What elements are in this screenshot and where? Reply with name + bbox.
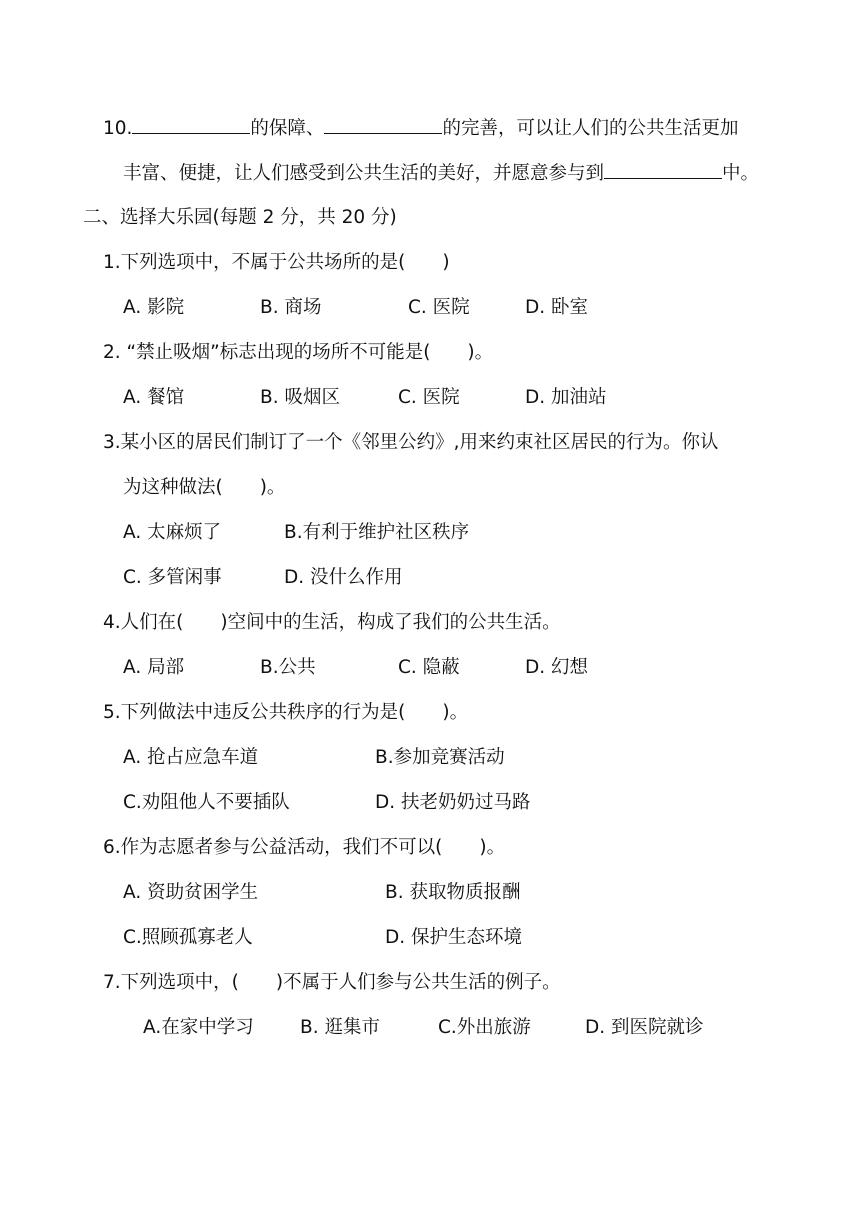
option-b[interactable]: B.有利于维护社区秩序	[284, 522, 470, 543]
option-c[interactable]: C.照顾孤寡老人	[123, 927, 253, 948]
option-a[interactable]: A. 抢占应急车道	[123, 747, 259, 768]
question-stem: 2. “禁止吸烟”标志出现的场所不可能是( )。	[103, 342, 494, 363]
question-stem: 5.下列做法中违反公共秩序的行为是( )。	[103, 702, 469, 723]
question-stem: 7.下列选项中，( )不属于人们参与公共生活的例子。	[103, 972, 561, 993]
q10-blank-1[interactable]	[132, 115, 250, 134]
q10-blank-3[interactable]	[604, 160, 722, 179]
option-c[interactable]: C. 隐蔽	[398, 657, 460, 678]
q10-blank-2[interactable]	[324, 115, 442, 134]
q10-line-1	[103, 115, 738, 142]
option-b[interactable]: B. 商场	[260, 297, 322, 318]
option-a[interactable]: A.在家中学习	[143, 1017, 254, 1038]
question-stem-continued: 为这种做法( )。	[123, 477, 286, 498]
question-stem: 4.人们在( )空间中的生活，构成了我们的公共生活。	[103, 612, 561, 633]
question-stem: 6.作为志愿者参与公益活动，我们不可以( )。	[103, 837, 506, 858]
q10-line-2	[123, 160, 759, 187]
option-d[interactable]: D. 到医院就诊	[585, 1017, 704, 1038]
option-a[interactable]: A. 影院	[123, 297, 185, 318]
question-stem: 1.下列选项中，不属于公共场所的是( )	[103, 252, 450, 273]
option-b[interactable]: B. 吸烟区	[260, 387, 340, 408]
option-c[interactable]: C. 医院	[398, 387, 460, 408]
q10-text-4: 中。	[722, 163, 760, 184]
option-d[interactable]: D. 卧室	[525, 297, 589, 318]
section-title: 二、选择大乐园(每题 2 分，共 20 分)	[83, 207, 397, 228]
option-d[interactable]: D. 没什么作用	[284, 567, 403, 588]
option-a[interactable]: A. 资助贫困学生	[123, 882, 259, 903]
option-c[interactable]: C. 医院	[408, 297, 470, 318]
option-a[interactable]: A. 局部	[123, 657, 185, 678]
q10-number: 10.	[103, 118, 133, 139]
question-stem: 3.某小区的居民们制订了一个《邻里公约》,用来约束社区居民的行为。你认	[103, 432, 719, 453]
option-d[interactable]: D. 幻想	[525, 657, 589, 678]
option-d[interactable]: D. 加油站	[525, 387, 607, 408]
option-a[interactable]: A. 太麻烦了	[123, 522, 222, 543]
option-d[interactable]: D. 扶老奶奶过马路	[375, 792, 531, 813]
option-b[interactable]: B. 逛集市	[300, 1017, 380, 1038]
option-a[interactable]: A. 餐馆	[123, 387, 185, 408]
option-b[interactable]: B.参加竞赛活动	[375, 747, 505, 768]
option-d[interactable]: D. 保护生态环境	[385, 927, 523, 948]
q10-text-1: 的保障、	[250, 118, 325, 139]
q10-text-2: 的完善，可以让人们的公共生活更加	[442, 118, 739, 139]
option-b[interactable]: B. 获取物质报酬	[385, 882, 521, 903]
option-c[interactable]: C.劝阻他人不要插队	[123, 792, 290, 813]
option-b[interactable]: B.公共	[260, 657, 316, 678]
option-c[interactable]: C.外出旅游	[438, 1017, 531, 1038]
q10-text-3: 丰富、便捷，让人们感受到公共生活的美好，并愿意参与到	[123, 163, 605, 184]
option-c[interactable]: C. 多管闲事	[123, 567, 222, 588]
